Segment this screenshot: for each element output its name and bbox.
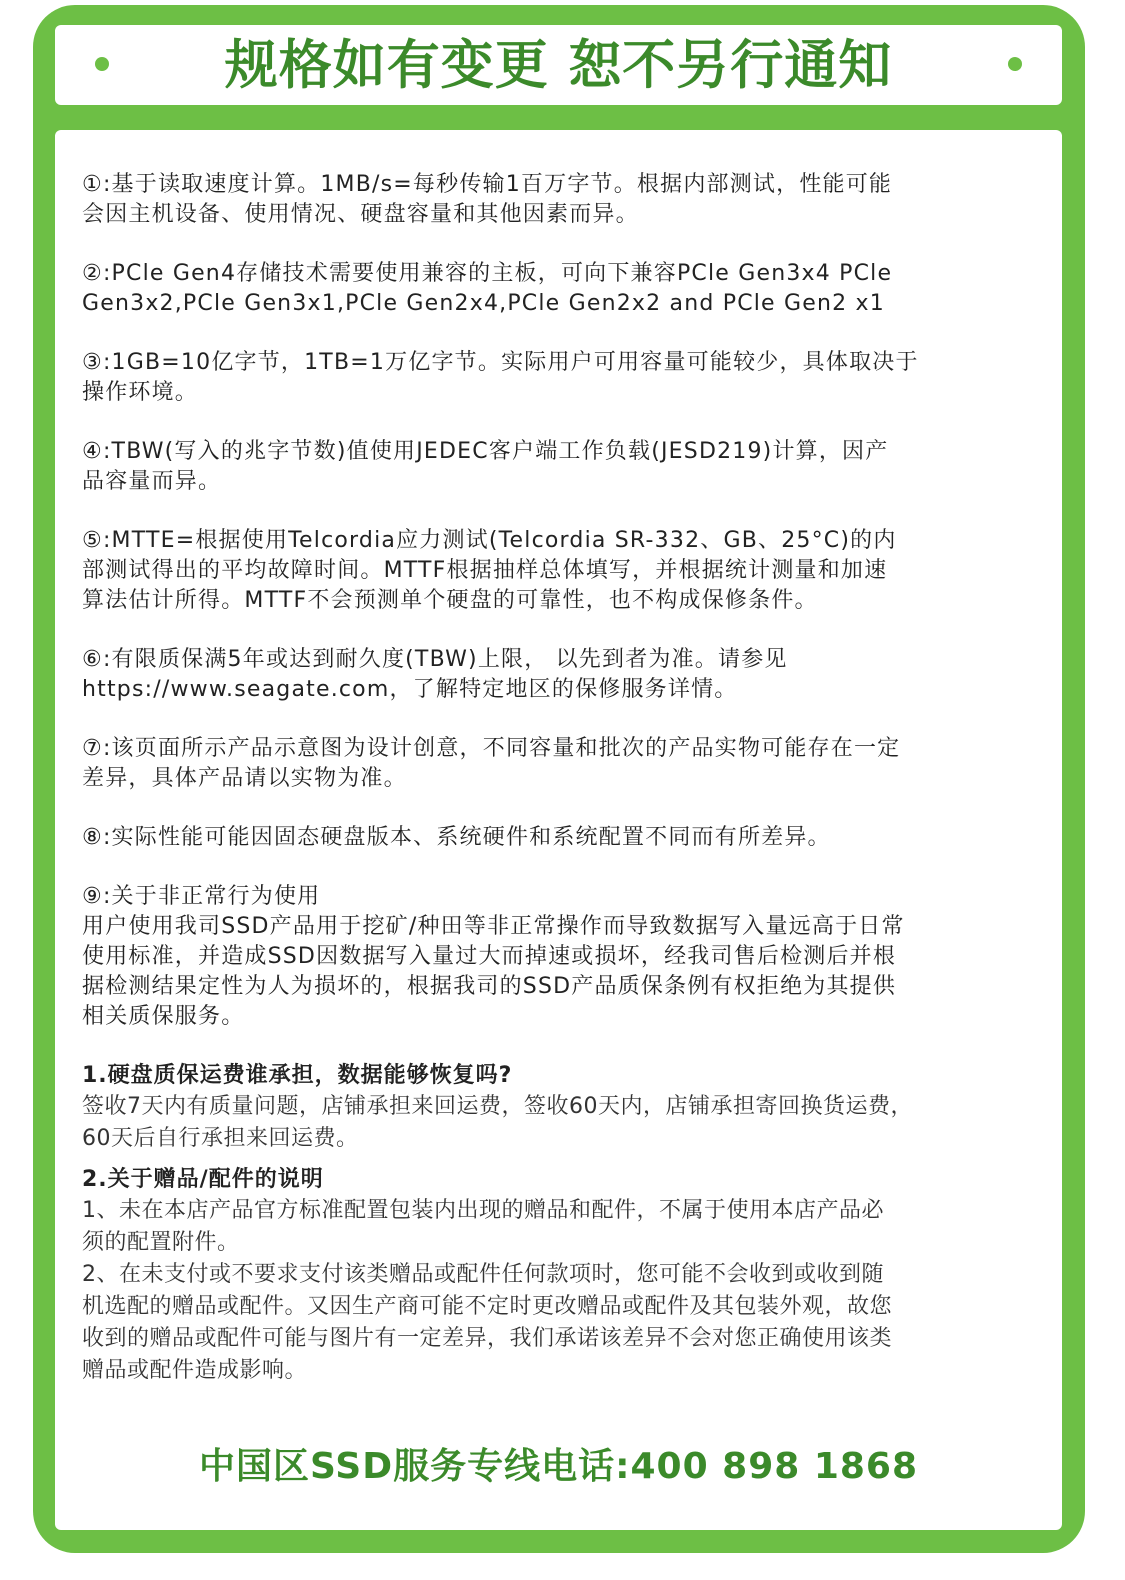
note-marker: ④ [82, 439, 103, 464]
note-text: :有限质保满5年或达到耐久度(TBW)上限， 以先到者为准。请参见 https://www.seagate.com，了解特定地区的保修服务详情。 [82, 647, 788, 702]
note-text: :基于读取速度计算。1MB/s=每秒传输1百万字节。根据内部测试，性能可能 会因主机设备、使用情况、硬盘容量和其他因素而异。 [82, 172, 893, 227]
note-marker: ⑤ [82, 528, 103, 553]
note-text: :1GB=10亿字节，1TB=1万亿字节。实际用户可用容量可能较少，具体取决于 操作环境。 [82, 350, 919, 405]
note-marker: ⑥ [82, 647, 103, 672]
note-3 [82, 348, 1042, 408]
note-5 [82, 526, 1042, 616]
note-text: :TBW(写入的兆字节数)值使用JEDEC客户端工作负载(JESD219)计算，因产 品容量而异。 [82, 439, 889, 494]
note-4 [82, 437, 1042, 497]
note-8 [82, 823, 1042, 853]
note-marker: ⑨ [82, 884, 103, 909]
faq-question: 1.硬盘质保运费谁承担，数据能够恢复吗? [82, 1063, 513, 1088]
note-text: :关于非正常行为使用 用户使用我司SSD产品用于挖矿/种田等非正常操作而导致数据写入量远高于日常 使用标准，并造成SSD因数据写入量过大而掉速或损坏，经我司售后检测后并根 据检测结果定性为人为损坏的，根据我司的SSD产品质保条例有权拒绝为其提供 相关质保服务。 [82, 884, 905, 1029]
note-1 [82, 170, 1042, 230]
notes-list [82, 170, 1042, 1387]
note-marker: ⑦ [82, 736, 103, 761]
dot-icon [1008, 57, 1022, 71]
note-text: :PCle Gen4存储技术需要使用兼容的主板，可向下兼容PCle Gen3x4 PCle Gen3x2,PCle Gen3x1,PCle Gen2x4,PCle Gen2x2 and PCle Gen2 x1 [82, 261, 893, 316]
header-banner [55, 25, 1062, 105]
note-marker: ⑧ [82, 825, 103, 850]
faq-answer: 签收7天内有质量问题，店铺承担来回运费，签收60天内，店铺承担寄回换货运费， 60天后自行承担来回运费。 [82, 1094, 913, 1151]
note-9 [82, 882, 1042, 1032]
note-text: :MTTE=根据使用Telcordia应力测试(Telcordia SR-332、GB、25°C)的内 部测试得出的平均故障时间。MTTF根据抽样总体填写，并根据统计测量和加速 算法估计所得。MTTF不会预测单个硬盘的可靠性，也不构成保修条件。 [82, 528, 897, 613]
page-title: 规格如有变更 恕不另行通知 [224, 35, 893, 96]
note-marker: ① [82, 172, 103, 197]
faq-question: 2.关于赠品/配件的说明 [82, 1167, 324, 1192]
note-marker: ③ [82, 350, 103, 375]
note-2 [82, 259, 1042, 319]
service-hotline: 中国区SSD服务专线电话:400 898 1868 [198, 1446, 919, 1487]
faq-answer: 1、未在本店产品官方标准配置包装内出现的赠品和配件，不属于使用本店产品必 须的配置附件。 2、在未支付或不要求支付该类赠品或配件任何款项时，您可能不会收到或收到随 机选配的赠品或配件。又因生产商可能不定时更改赠品或配件及其包装外观，故您 收到的赠品或配件可能与图片有一定差异，我们承诺该差异不会对您正确使用该类 赠品或配件造成影响。 [82, 1198, 893, 1383]
note-text: :该页面所示产品示意图为设计创意，不同容量和批次的产品实物可能存在一定 差异，具体产品请以实物为准。 [82, 736, 901, 791]
note-text: :实际性能可能因固态硬盘版本、系统硬件和系统配置不同而有所差异。 [102, 825, 831, 850]
note-7 [82, 734, 1042, 794]
content-panel [55, 130, 1062, 1530]
note-6 [82, 645, 1042, 705]
note-marker: ② [82, 261, 103, 286]
